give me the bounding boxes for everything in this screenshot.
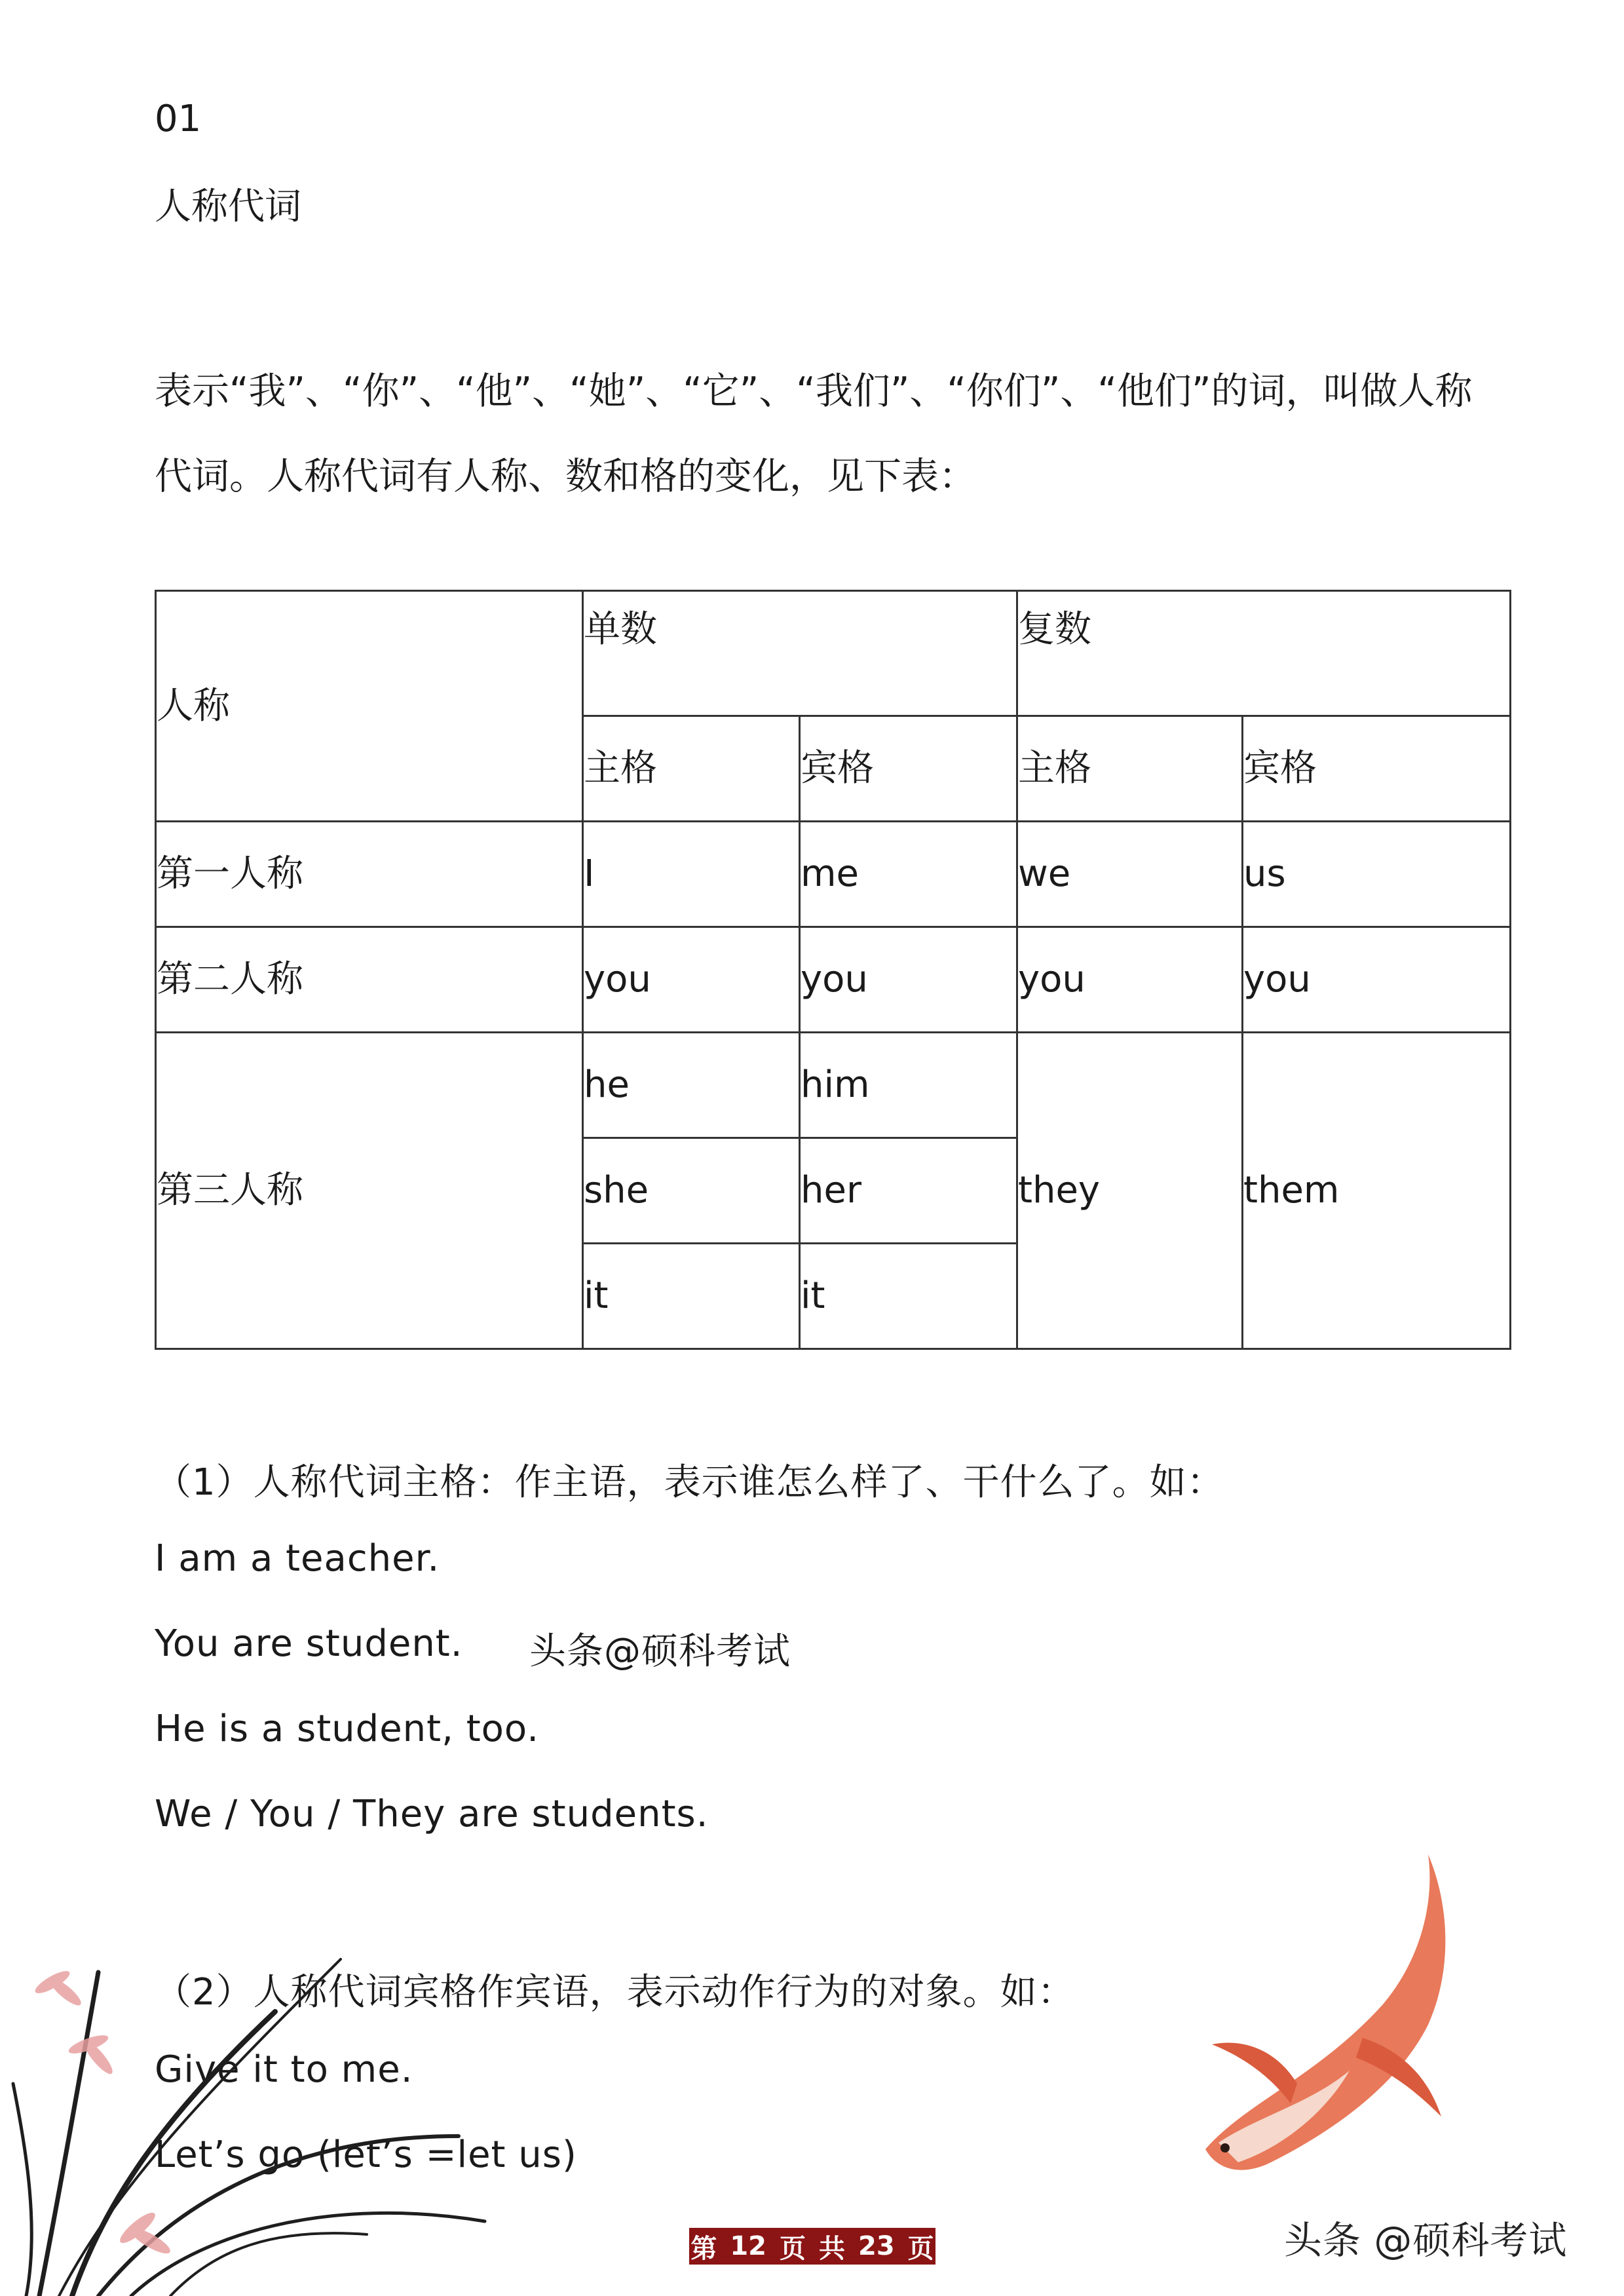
person-label: 第一人称 — [156, 822, 583, 927]
footer-text: 页 — [907, 2233, 934, 2264]
table-cell: it — [800, 1244, 1017, 1349]
example-sentence: Let’s go (let’s =let us) — [155, 2133, 577, 2176]
example-sentence: Give it to me. — [155, 2048, 413, 2091]
table-cell: us — [1243, 822, 1511, 927]
table-cell: you — [800, 927, 1017, 1033]
pronoun-table — [155, 590, 1511, 1350]
orchid-decoration-icon — [0, 1920, 498, 2296]
person-label: 第二人称 — [156, 927, 583, 1033]
total-pages: 23 — [858, 2231, 895, 2261]
watermark: 头条 @硕科考试 — [1284, 2218, 1568, 2263]
example-sentence: I am a teacher. — [155, 1537, 440, 1580]
table-row — [156, 591, 1511, 716]
section-number: 01 — [155, 98, 202, 140]
table-cell: it — [583, 1244, 800, 1349]
table-cell: I — [583, 822, 800, 927]
person-header-cell: 人称 — [156, 591, 583, 822]
plural-objective-header: 宾格 — [1243, 716, 1511, 822]
table-cell: she — [583, 1138, 800, 1244]
object-heading: （2）人称代词宾格作宾语，表示动作行为的对象。如： — [155, 1971, 1075, 2014]
singular-nominative-header: 主格 — [583, 716, 800, 822]
footer-text: 第 — [690, 2233, 717, 2264]
table-cell: her — [800, 1138, 1017, 1244]
plural-header-cell: 复数 — [1017, 591, 1511, 716]
intro-paragraph: 表示“我”、“你”、“他”、“她”、“它”、“我们”、“你们”、“他们”的词，叫做人称代词。人称代词有人称、数和格的变化，见下表： — [155, 370, 1473, 498]
example-sentence: We / You / They are students. — [155, 1793, 709, 1835]
example-sentence: You are student. — [155, 1622, 463, 1665]
table-cell: me — [800, 822, 1017, 927]
singular-objective-header: 宾格 — [800, 716, 1017, 822]
koi-fish-decoration-icon — [1166, 1841, 1467, 2182]
table-row — [156, 927, 1511, 1033]
table-row — [156, 822, 1511, 927]
footer-text: 页 — [780, 2233, 806, 2264]
inline-watermark: 头条@硕科考试 — [529, 1630, 791, 1673]
table-cell: them — [1243, 1033, 1511, 1349]
subject-heading: （1）人称代词主格：作主语，表示谁怎么样了、干什么了。如： — [155, 1461, 1224, 1504]
current-page: 12 — [730, 2231, 766, 2261]
table-cell: they — [1017, 1033, 1243, 1349]
person-label: 第三人称 — [156, 1033, 583, 1349]
table-cell: you — [1243, 927, 1511, 1033]
table-cell: you — [1017, 927, 1243, 1033]
table-cell: we — [1017, 822, 1243, 927]
table-cell: he — [583, 1033, 800, 1138]
page-footer — [689, 2228, 935, 2265]
table-cell: you — [583, 927, 800, 1033]
footer-text: 共 — [819, 2233, 845, 2264]
section-title: 人称代词 — [155, 185, 301, 228]
table-row — [156, 1033, 1511, 1138]
table-cell: him — [800, 1033, 1017, 1138]
plural-nominative-header: 主格 — [1017, 716, 1243, 822]
singular-header-cell: 单数 — [583, 591, 1017, 716]
example-sentence: He is a student, too. — [155, 1708, 539, 1750]
